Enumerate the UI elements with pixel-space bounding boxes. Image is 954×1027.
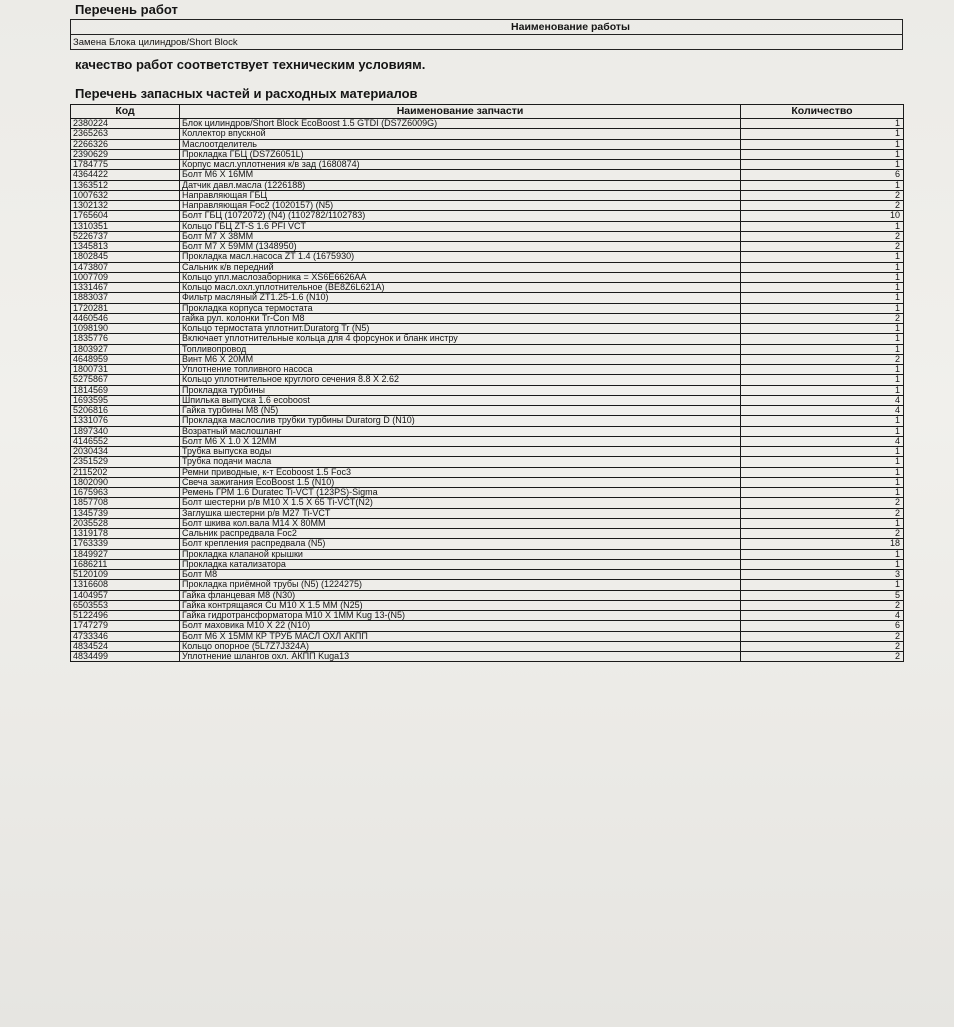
parts-row-code: 1763339 (71, 539, 180, 549)
parts-row-code: 5122496 (71, 611, 180, 621)
parts-row-name: Болт маховика М10 Х 22 (N10) (180, 621, 741, 631)
parts-row-name: Болт крепления распредвала (N5) (180, 539, 741, 549)
parts-row-code: 1802090 (71, 477, 180, 487)
parts-row-qty: 2 (741, 313, 904, 323)
parts-row-name: Прокладка приёмной трубы (N5) (1224275) (180, 580, 741, 590)
parts-row-qty: 1 (741, 324, 904, 334)
parts-row-name: Включает уплотнительные кольца для 4 форсунок и бланк инстру (180, 334, 741, 344)
parts-row (71, 600, 904, 610)
parts-row-name: Прокладка маслослив трубки турбины Duratorg D (N10) (180, 416, 741, 426)
parts-row (71, 313, 904, 323)
parts-row (71, 170, 904, 180)
parts-row (71, 354, 904, 364)
parts-row-name: Корпус масл.уплотнения к/в зад (1680874) (180, 160, 741, 170)
parts-row-code: 1686211 (71, 559, 180, 569)
parts-row-name: Блок цилиндров/Short Block EcoBoost 1.5 GTDI (DS7Z6009G) (180, 119, 741, 129)
parts-row-name: Кольцо термостата уплотнит.Duratorg Tr (N5) (180, 324, 741, 334)
parts-row-code: 1849927 (71, 549, 180, 559)
parts-row-qty: 1 (741, 375, 904, 385)
parts-row-qty: 4 (741, 611, 904, 621)
parts-row-qty: 3 (741, 570, 904, 580)
parts-row-qty: 1 (741, 467, 904, 477)
parts-row-qty: 4 (741, 436, 904, 446)
parts-row-qty: 2 (741, 652, 904, 662)
parts-row-name: Болт шкива кол.вала М14 Х 80ММ (180, 518, 741, 528)
parts-row-code: 2351529 (71, 457, 180, 467)
parts-row-qty: 2 (741, 201, 904, 211)
parts-row-code: 1404957 (71, 590, 180, 600)
parts-row (71, 272, 904, 282)
parts-row-code: 1784775 (71, 160, 180, 170)
parts-row-code: 4648959 (71, 354, 180, 364)
name-header: Наименование запчасти (180, 105, 741, 119)
parts-row (71, 416, 904, 426)
parts-row-code: 1747279 (71, 621, 180, 631)
parts-row-qty: 2 (741, 600, 904, 610)
parts-row-qty: 5 (741, 590, 904, 600)
parts-row-qty: 1 (741, 262, 904, 272)
parts-row (71, 467, 904, 477)
parts-row-name: Кольцо опорное (5L7Z7J324A) (180, 641, 741, 651)
parts-row-qty: 4 (741, 406, 904, 416)
quality-note: качество работ соответствует техническим условиям. (75, 57, 426, 72)
parts-row (71, 119, 904, 129)
parts-row-name: Топливопровод (180, 344, 741, 354)
parts-row (71, 518, 904, 528)
parts-row-name: Коллектор впускной (180, 129, 741, 139)
parts-row-code: 1897340 (71, 426, 180, 436)
parts-row-name: Прокладка турбины (180, 385, 741, 395)
parts-row-qty: 6 (741, 170, 904, 180)
parts-row (71, 385, 904, 395)
parts-row-qty: 2 (741, 231, 904, 241)
parts-row-code: 1802845 (71, 252, 180, 262)
parts-row-code: 1720281 (71, 303, 180, 313)
parts-row-qty: 2 (741, 354, 904, 364)
parts-row-code: 1800731 (71, 365, 180, 375)
parts-row-qty: 1 (741, 488, 904, 498)
parts-row (71, 477, 904, 487)
parts-row-qty: 1 (741, 559, 904, 569)
parts-row-name: Шпилька выпуска 1.6 ecoboost (180, 395, 741, 405)
parts-row-code: 5226737 (71, 231, 180, 241)
parts-row-code: 1345813 (71, 242, 180, 252)
parts-row-qty: 1 (741, 416, 904, 426)
parts-row (71, 641, 904, 651)
parts-row-qty: 2 (741, 641, 904, 651)
parts-row-qty: 1 (741, 160, 904, 170)
parts-row-qty: 1 (741, 457, 904, 467)
parts-row-name: Болт шестерни р/в М10 Х 1.5 Х 65 Ti-VCT(N2) (180, 498, 741, 508)
parts-row (71, 221, 904, 231)
parts-row-code: 4733346 (71, 631, 180, 641)
parts-row-qty: 1 (741, 518, 904, 528)
parts-row (71, 201, 904, 211)
parts-row-name: Направляющая ГБЦ (180, 190, 741, 200)
parts-row-name: Прокладка корпуса термостата (180, 303, 741, 313)
parts-row-name: Кольцо упл.маслозаборника = XS6E6626AA (180, 272, 741, 282)
parts-row-qty: 4 (741, 395, 904, 405)
parts-row-qty: 1 (741, 549, 904, 559)
parts-row (71, 447, 904, 457)
parts-row-code: 1331076 (71, 416, 180, 426)
parts-row-name: Уплотнение топливного насоса (180, 365, 741, 375)
parts-row-qty: 1 (741, 272, 904, 282)
parts-row-name: Болт М6 Х 1.0 Х 12ММ (180, 436, 741, 446)
parts-row (71, 580, 904, 590)
parts-row-code: 1883037 (71, 293, 180, 303)
parts-row-name: Трубка выпуска воды (180, 447, 741, 457)
qty-header: Количество (741, 105, 904, 119)
works-table (70, 19, 903, 50)
parts-row-name: Прокладка клапаной крышки (180, 549, 741, 559)
parts-row-name: Болт ГБЦ (1072072) (N4) (1102782/1102783) (180, 211, 741, 221)
parts-row-name: Болт М8 (180, 570, 741, 580)
parts-row-name: Гайка турбины М8 (N5) (180, 406, 741, 416)
parts-row-code: 1363512 (71, 180, 180, 190)
parts-row-qty: 1 (741, 293, 904, 303)
parts-row-name: Маслоотделитель (180, 139, 741, 149)
parts-row-name: Заглушка шестерни р/в М27 Ti-VCT (180, 508, 741, 518)
parts-row-name: гайка рул. колонки Tr-Con M8 (180, 313, 741, 323)
parts-row (71, 293, 904, 303)
parts-row-qty: 1 (741, 447, 904, 457)
parts-row-name: Свеча зажигания EcoBoost 1.5 (N10) (180, 477, 741, 487)
parts-row-code: 1302132 (71, 201, 180, 211)
parts-row (71, 211, 904, 221)
parts-row-name: Болт М7 Х 38ММ (180, 231, 741, 241)
parts-row-qty: 1 (741, 252, 904, 262)
parts-row-code: 4834524 (71, 641, 180, 651)
parts-row (71, 242, 904, 252)
parts-row-code: 1319178 (71, 529, 180, 539)
parts-row-qty: 2 (741, 242, 904, 252)
parts-row-name: Сальник к/в передний (180, 262, 741, 272)
parts-row-qty: 1 (741, 283, 904, 293)
parts-row-name: Гайка гидротрансформатора М10 Х 1ММ Kug 13-(N5) (180, 611, 741, 621)
parts-row (71, 334, 904, 344)
parts-row-name: Фильтр масляный ZT1.25-1.6 (N10) (180, 293, 741, 303)
parts-row-qty: 1 (741, 580, 904, 590)
parts-row (71, 252, 904, 262)
parts-row-code: 2115202 (71, 467, 180, 477)
parts-row-name: Ремень ГРМ 1.6 Duratec Ti-VCT (123PS)-Sigma (180, 488, 741, 498)
parts-row-qty: 2 (741, 529, 904, 539)
parts-row-qty: 2 (741, 190, 904, 200)
parts-row (71, 375, 904, 385)
parts-row-code: 1473807 (71, 262, 180, 272)
parts-row-qty: 10 (741, 211, 904, 221)
parts-table (70, 104, 904, 662)
parts-row-code: 1814569 (71, 385, 180, 395)
parts-row-name: Болт М6 Х 15ММ КР ТРУБ МАСЛ ОХЛ АКПП (180, 631, 741, 641)
parts-row-qty: 1 (741, 149, 904, 159)
parts-row-name: Кольцо уплотнительное круглого сечения 8.8 Х 2.62 (180, 375, 741, 385)
parts-row-name: Винт М6 Х 20ММ (180, 354, 741, 364)
parts-row (71, 508, 904, 518)
parts-row (71, 283, 904, 293)
parts-row-qty: 2 (741, 508, 904, 518)
works-row-name: Замена Блока цилиндров/Short Block (71, 35, 903, 50)
parts-row-qty: 1 (741, 129, 904, 139)
parts-row (71, 149, 904, 159)
parts-row-code: 1803927 (71, 344, 180, 354)
parts-row-name: Уплотнение шлангов охл. АКПП Kuga13 (180, 652, 741, 662)
works-title: Перечень работ (75, 2, 178, 17)
parts-row (71, 406, 904, 416)
parts-row-qty: 1 (741, 139, 904, 149)
parts-row-code: 2030434 (71, 447, 180, 457)
parts-title: Перечень запасных частей и расходных материалов (75, 86, 418, 101)
parts-row-name: Гайка фланцевая М8 (N30) (180, 590, 741, 600)
works-row (71, 35, 903, 50)
parts-row-name: Сальник распредвала Foc2 (180, 529, 741, 539)
parts-row-code: 1857708 (71, 498, 180, 508)
parts-row (71, 129, 904, 139)
parts-row-name: Датчик давл.масла (1226188) (180, 180, 741, 190)
parts-row-name: Кольцо масл.охл.уплотнительное (BE8Z6L621A) (180, 283, 741, 293)
parts-row (71, 621, 904, 631)
parts-row-qty: 2 (741, 631, 904, 641)
parts-row-code: 1331467 (71, 283, 180, 293)
parts-row-name: Направляющая Foc2 (1020157) (N5) (180, 201, 741, 211)
parts-row-name: Прокладка масл.насоса ZT 1.4 (1675930) (180, 252, 741, 262)
parts-row-code: 5120109 (71, 570, 180, 580)
parts-row-code: 2390629 (71, 149, 180, 159)
parts-row-qty: 1 (741, 180, 904, 190)
parts-row (71, 549, 904, 559)
parts-row-qty: 2 (741, 498, 904, 508)
parts-row (71, 436, 904, 446)
parts-row (71, 365, 904, 375)
parts-row-qty: 1 (741, 344, 904, 354)
parts-row-qty: 1 (741, 426, 904, 436)
parts-row-name: Трубка подачи масла (180, 457, 741, 467)
parts-row-qty: 1 (741, 119, 904, 129)
parts-row (71, 180, 904, 190)
parts-row-code: 1310351 (71, 221, 180, 231)
parts-row (71, 559, 904, 569)
works-column-header: Наименование работы (71, 20, 903, 35)
parts-row-qty: 1 (741, 385, 904, 395)
parts-row-code: 4460546 (71, 313, 180, 323)
parts-row-code: 1765604 (71, 211, 180, 221)
parts-row-code: 1098190 (71, 324, 180, 334)
parts-row-name: Ремни приводные, к-т Ecoboost 1.5 Foc3 (180, 467, 741, 477)
parts-row (71, 190, 904, 200)
parts-row (71, 139, 904, 149)
parts-row-code: 5275867 (71, 375, 180, 385)
parts-row-code: 1007709 (71, 272, 180, 282)
parts-row (71, 488, 904, 498)
parts-row (71, 652, 904, 662)
parts-row-code: 4364422 (71, 170, 180, 180)
parts-row (71, 457, 904, 467)
parts-row-code: 2380224 (71, 119, 180, 129)
code-header: Код (71, 105, 180, 119)
parts-row-name: Прокладка ГБЦ (DS7Z6051L) (180, 149, 741, 159)
parts-row (71, 344, 904, 354)
parts-row (71, 324, 904, 334)
parts-row-name: Болт М6 Х 16ММ (180, 170, 741, 180)
parts-row-code: 1316608 (71, 580, 180, 590)
parts-row (71, 426, 904, 436)
parts-row (71, 539, 904, 549)
parts-row-name: Кольцо ГБЦ ZT-S 1.6 PFI VCT (180, 221, 741, 231)
parts-row-qty: 1 (741, 221, 904, 231)
parts-row-code: 4146552 (71, 436, 180, 446)
parts-row-name: Гайка контрящаяся Cu M10 X 1.5 MM (N25) (180, 600, 741, 610)
parts-row-qty: 1 (741, 303, 904, 313)
parts-row (71, 498, 904, 508)
parts-row-code: 2035528 (71, 518, 180, 528)
parts-row (71, 570, 904, 580)
parts-row-code: 2266326 (71, 139, 180, 149)
parts-row (71, 262, 904, 272)
parts-row-qty: 1 (741, 365, 904, 375)
parts-row-code: 1007632 (71, 190, 180, 200)
parts-row-qty: 6 (741, 621, 904, 631)
parts-row (71, 303, 904, 313)
parts-row-code: 1693595 (71, 395, 180, 405)
parts-row-code: 6503553 (71, 600, 180, 610)
parts-row-code: 4834499 (71, 652, 180, 662)
parts-row-name: Возратный маслошланг (180, 426, 741, 436)
parts-row (71, 611, 904, 621)
parts-row (71, 529, 904, 539)
parts-row (71, 631, 904, 641)
parts-row-code: 1835776 (71, 334, 180, 344)
parts-row-name: Болт М7 Х 59ММ (1348950) (180, 242, 741, 252)
parts-row (71, 395, 904, 405)
parts-row-code: 1675963 (71, 488, 180, 498)
parts-row-code: 2365263 (71, 129, 180, 139)
parts-row-qty: 1 (741, 477, 904, 487)
parts-row (71, 231, 904, 241)
parts-row (71, 160, 904, 170)
parts-row (71, 590, 904, 600)
parts-row-qty: 1 (741, 334, 904, 344)
parts-row-name: Прокладка катализатора (180, 559, 741, 569)
parts-row-qty: 18 (741, 539, 904, 549)
works-header-row (71, 20, 903, 35)
parts-row-code: 5206816 (71, 406, 180, 416)
parts-row-code: 1345739 (71, 508, 180, 518)
parts-header-row (71, 105, 904, 119)
